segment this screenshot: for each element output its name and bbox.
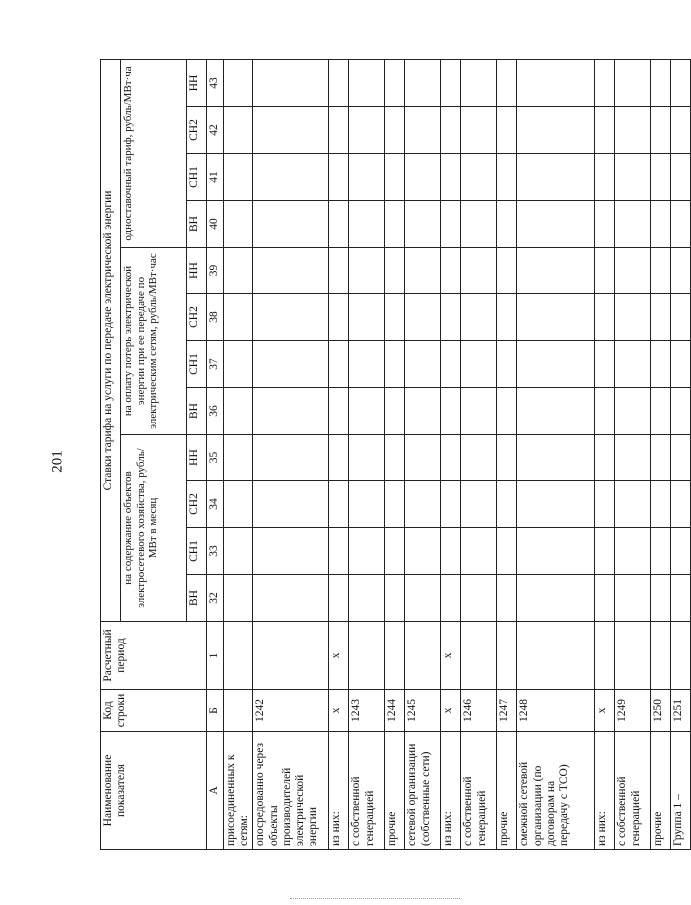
rate-value-cell[interactable] [671, 154, 691, 201]
col-number: 42 [207, 107, 224, 154]
row-period-value [405, 622, 441, 690]
header-group-losses: на оплату потерь электрической энергии при ее передаче по электрическим сетям, рубль/МВт·час [121, 248, 187, 435]
row-indicator-name: из них: [441, 732, 461, 850]
rate-value-cell[interactable] [385, 575, 405, 622]
rate-value-cell[interactable] [329, 154, 349, 201]
rate-value-cell[interactable] [224, 201, 253, 248]
row-indicator-name: смежной сетевой организации (по договорам на передачу с ТСО) [517, 732, 595, 850]
row-code: 1246 [461, 690, 497, 732]
rate-value-cell[interactable] [329, 341, 349, 388]
rate-value-cell[interactable] [651, 528, 671, 575]
row-indicator-name: из них: [329, 732, 349, 850]
row-period-value: х [329, 622, 349, 690]
col-number: 41 [207, 154, 224, 201]
row-code: 1245 [405, 690, 441, 732]
header-indicator-name: Наименование показателя [101, 732, 207, 850]
rate-value-cell[interactable] [329, 294, 349, 341]
row-indicator-name: опосредованно через объекты производителей электрической энергии [253, 732, 329, 850]
rate-value-cell[interactable] [349, 388, 385, 435]
rate-value-cell[interactable] [405, 341, 441, 388]
rate-value-cell[interactable] [651, 201, 671, 248]
voltage-nn: НН [187, 248, 207, 294]
rate-value-cell[interactable] [671, 107, 691, 154]
table-row [671, 59, 691, 849]
rate-value-cell[interactable] [253, 107, 329, 154]
rate-value-cell[interactable] [329, 201, 349, 248]
row-code: 1244 [385, 690, 405, 732]
rate-value-cell[interactable] [349, 107, 385, 154]
col-number: 36 [207, 388, 224, 435]
rate-value-cell[interactable] [497, 435, 517, 481]
rate-value-cell[interactable] [517, 481, 595, 528]
rate-value-cell[interactable] [441, 481, 461, 528]
header-group-maintenance: на содержание объектов электросетевого хозяйства, рубль/МВт в месяц [121, 435, 187, 622]
table-body [224, 59, 691, 849]
rate-value-cell[interactable] [615, 341, 651, 388]
rate-value-cell[interactable] [385, 107, 405, 154]
rate-value-cell[interactable] [517, 248, 595, 294]
rate-value-cell[interactable] [405, 388, 441, 435]
rate-value-cell[interactable] [349, 341, 385, 388]
rate-value-cell[interactable] [595, 294, 615, 341]
rate-value-cell[interactable] [405, 154, 441, 201]
rate-value-cell[interactable] [253, 435, 329, 481]
rate-value-cell[interactable] [517, 294, 595, 341]
row-code: 1242 [253, 690, 329, 732]
rate-value-cell[interactable] [405, 248, 441, 294]
rate-value-cell[interactable] [329, 248, 349, 294]
rate-value-cell[interactable] [497, 388, 517, 435]
scan-edge-mark [290, 898, 460, 901]
rate-value-cell[interactable] [517, 341, 595, 388]
rate-value-cell[interactable] [253, 481, 329, 528]
table-row [595, 59, 615, 849]
row-code: 1250 [651, 690, 671, 732]
rate-value-cell[interactable] [461, 107, 497, 154]
rate-value-cell[interactable] [497, 154, 517, 201]
col-number: 32 [207, 575, 224, 622]
table-row [329, 59, 349, 849]
rate-value-cell[interactable] [405, 201, 441, 248]
header-period: Расчетный период [101, 622, 207, 690]
rate-value-cell[interactable] [253, 201, 329, 248]
rate-value-cell[interactable] [349, 154, 385, 201]
rate-value-cell[interactable] [349, 201, 385, 248]
row-indicator-name: прочие [497, 732, 517, 850]
rate-value-cell[interactable] [651, 294, 671, 341]
voltage-sn2: СН2 [187, 294, 207, 341]
rate-value-cell[interactable] [349, 248, 385, 294]
col-number: 37 [207, 341, 224, 388]
rate-value-cell[interactable] [651, 59, 671, 106]
rate-value-cell[interactable] [651, 154, 671, 201]
voltage-sn2: СН2 [187, 107, 207, 154]
row-indicator-name: Группа 1 – [671, 732, 691, 850]
row-period-value [224, 622, 253, 690]
rate-value-cell[interactable] [595, 528, 615, 575]
table-row [651, 59, 671, 849]
rate-value-cell[interactable] [615, 248, 651, 294]
rate-value-cell[interactable] [253, 294, 329, 341]
rate-value-cell[interactable] [441, 59, 461, 106]
rate-value-cell[interactable] [595, 248, 615, 294]
rate-value-cell[interactable] [329, 59, 349, 106]
rate-value-cell[interactable] [461, 154, 497, 201]
rate-value-cell[interactable] [461, 388, 497, 435]
rate-value-cell[interactable] [385, 481, 405, 528]
rate-value-cell[interactable] [224, 154, 253, 201]
rate-value-cell[interactable] [329, 481, 349, 528]
voltage-sn1: СН1 [187, 154, 207, 201]
rate-value-cell[interactable] [385, 528, 405, 575]
rate-value-cell[interactable] [329, 528, 349, 575]
rate-value-cell[interactable] [671, 481, 691, 528]
rate-value-cell[interactable] [224, 341, 253, 388]
rate-value-cell[interactable] [329, 107, 349, 154]
rate-value-cell[interactable] [441, 341, 461, 388]
rate-value-cell[interactable] [224, 248, 253, 294]
table-row [224, 59, 253, 849]
rate-value-cell[interactable] [385, 435, 405, 481]
rate-value-cell[interactable] [441, 201, 461, 248]
rate-value-cell[interactable] [329, 388, 349, 435]
rate-value-cell[interactable] [497, 341, 517, 388]
rate-value-cell[interactable] [595, 435, 615, 481]
voltage-sn2: СН2 [187, 481, 207, 528]
rate-value-cell[interactable] [497, 481, 517, 528]
rate-value-cell[interactable] [224, 575, 253, 622]
rate-value-cell[interactable] [385, 201, 405, 248]
rate-value-cell[interactable] [441, 575, 461, 622]
row-period-value [497, 622, 517, 690]
rate-value-cell[interactable] [517, 435, 595, 481]
table-row [385, 59, 405, 849]
rate-value-cell[interactable] [461, 341, 497, 388]
rate-value-cell[interactable] [497, 201, 517, 248]
rate-value-cell[interactable] [441, 154, 461, 201]
rate-value-cell[interactable] [671, 201, 691, 248]
rate-value-cell[interactable] [595, 107, 615, 154]
rate-value-cell[interactable] [253, 248, 329, 294]
row-code [224, 690, 253, 732]
rate-value-cell[interactable] [405, 528, 441, 575]
col-number: 38 [207, 294, 224, 341]
rate-value-cell[interactable] [615, 575, 651, 622]
col-number: 35 [207, 435, 224, 481]
rate-value-cell[interactable] [385, 388, 405, 435]
row-code: х [441, 690, 461, 732]
row-indicator-name: с собственной генерацией [349, 732, 385, 850]
rate-value-cell[interactable] [615, 528, 651, 575]
rate-value-cell[interactable] [651, 248, 671, 294]
rate-value-cell[interactable] [349, 528, 385, 575]
table-row [253, 59, 329, 849]
voltage-sn1: СН1 [187, 528, 207, 575]
table-row [349, 59, 385, 849]
row-code: 1243 [349, 690, 385, 732]
rate-value-cell[interactable] [461, 435, 497, 481]
voltage-nn: НН [187, 59, 207, 106]
table-row [615, 59, 651, 849]
rate-value-cell[interactable] [615, 388, 651, 435]
row-period-value [595, 622, 615, 690]
tariff-form-sheet [100, 60, 685, 850]
rate-value-cell[interactable] [671, 528, 691, 575]
row-code: 1247 [497, 690, 517, 732]
rate-value-cell[interactable] [595, 59, 615, 106]
col-number-period: 1 [207, 622, 224, 690]
row-code: 1251 [671, 690, 691, 732]
rate-value-cell[interactable] [517, 154, 595, 201]
rate-value-cell[interactable] [517, 201, 595, 248]
table-row [517, 59, 595, 849]
rate-value-cell[interactable] [385, 154, 405, 201]
page-number: 201 [49, 450, 66, 473]
rate-value-cell[interactable] [461, 481, 497, 528]
rate-value-cell[interactable] [517, 575, 595, 622]
rate-value-cell[interactable] [595, 575, 615, 622]
rate-value-cell[interactable] [497, 528, 517, 575]
rate-value-cell[interactable] [671, 248, 691, 294]
row-code: х [595, 690, 615, 732]
rate-value-cell[interactable] [441, 294, 461, 341]
rate-value-cell[interactable] [651, 341, 671, 388]
rate-value-cell[interactable] [253, 154, 329, 201]
table-row [497, 59, 517, 849]
rate-value-cell[interactable] [461, 201, 497, 248]
rate-value-cell[interactable] [651, 575, 671, 622]
rate-value-cell[interactable] [651, 435, 671, 481]
rate-value-cell[interactable] [671, 294, 691, 341]
rate-value-cell[interactable] [497, 294, 517, 341]
rate-value-cell[interactable] [595, 201, 615, 248]
rate-value-cell[interactable] [615, 107, 651, 154]
row-period-value [461, 622, 497, 690]
rate-value-cell[interactable] [461, 575, 497, 622]
rate-value-cell[interactable] [405, 435, 441, 481]
rate-value-cell[interactable] [349, 481, 385, 528]
rate-value-cell[interactable] [595, 341, 615, 388]
rate-value-cell[interactable] [461, 248, 497, 294]
row-period-value [349, 622, 385, 690]
rate-value-cell[interactable] [349, 59, 385, 106]
row-indicator-name: присоединенных к сетям: [224, 732, 253, 850]
header-group-single-rate: одноставочный тариф, рубль/МВт·ча [121, 59, 187, 247]
rate-value-cell[interactable] [385, 341, 405, 388]
rate-value-cell[interactable] [405, 294, 441, 341]
row-period-value [253, 622, 329, 690]
rate-value-cell[interactable] [385, 294, 405, 341]
col-number: 43 [207, 59, 224, 106]
table-row [441, 59, 461, 849]
rate-value-cell[interactable] [224, 435, 253, 481]
rate-value-cell[interactable] [615, 154, 651, 201]
rate-value-cell[interactable] [651, 107, 671, 154]
row-period-value [385, 622, 405, 690]
row-indicator-name: из них: [595, 732, 615, 850]
row-code: х [329, 690, 349, 732]
row-period-value [517, 622, 595, 690]
rate-value-cell[interactable] [615, 294, 651, 341]
voltage-nn: НН [187, 435, 207, 481]
row-period-value [651, 622, 671, 690]
rate-value-cell[interactable] [253, 341, 329, 388]
rate-value-cell[interactable] [405, 575, 441, 622]
col-number: 40 [207, 201, 224, 248]
voltage-vn: ВН [187, 201, 207, 248]
rate-value-cell[interactable] [461, 528, 497, 575]
rate-value-cell[interactable] [497, 575, 517, 622]
rate-value-cell[interactable] [651, 481, 671, 528]
rate-value-cell[interactable] [615, 481, 651, 528]
rate-value-cell[interactable] [405, 107, 441, 154]
rate-value-cell[interactable] [671, 575, 691, 622]
rate-value-cell[interactable] [671, 341, 691, 388]
row-indicator-name: прочие [385, 732, 405, 850]
tariff-rates-table [100, 59, 691, 850]
rate-value-cell[interactable] [329, 575, 349, 622]
rate-value-cell[interactable] [405, 59, 441, 106]
rate-value-cell[interactable] [224, 294, 253, 341]
rate-value-cell[interactable] [349, 294, 385, 341]
row-period-value [671, 622, 691, 690]
rate-value-cell[interactable] [224, 481, 253, 528]
rate-value-cell[interactable] [651, 388, 671, 435]
rate-value-cell[interactable] [497, 248, 517, 294]
rate-value-cell[interactable] [349, 575, 385, 622]
row-indicator-name: с собственной генерацией [461, 732, 497, 850]
rate-value-cell[interactable] [253, 388, 329, 435]
rate-value-cell[interactable] [441, 248, 461, 294]
table-row [461, 59, 497, 849]
rate-value-cell[interactable] [405, 481, 441, 528]
col-number: 33 [207, 528, 224, 575]
voltage-sn1: СН1 [187, 341, 207, 388]
rate-value-cell[interactable] [517, 107, 595, 154]
rate-value-cell[interactable] [349, 435, 385, 481]
col-number: 39 [207, 248, 224, 294]
rate-value-cell[interactable] [461, 294, 497, 341]
rate-value-cell[interactable] [253, 59, 329, 106]
row-period-value [615, 622, 651, 690]
voltage-vn: ВН [187, 388, 207, 435]
table-row [405, 59, 441, 849]
rate-value-cell[interactable] [517, 59, 595, 106]
rate-value-cell[interactable] [671, 435, 691, 481]
rate-value-cell[interactable] [615, 435, 651, 481]
col-letter-name: А [207, 732, 224, 850]
rate-value-cell[interactable] [461, 59, 497, 106]
rate-value-cell[interactable] [224, 107, 253, 154]
rate-value-cell[interactable] [441, 435, 461, 481]
row-period-value: х [441, 622, 461, 690]
row-code: 1248 [517, 690, 595, 732]
rate-value-cell[interactable] [517, 388, 595, 435]
row-indicator-name: прочие [651, 732, 671, 850]
rate-value-cell[interactable] [224, 59, 253, 106]
col-letter-code: Б [207, 690, 224, 732]
rate-value-cell[interactable] [441, 388, 461, 435]
rate-value-cell[interactable] [253, 528, 329, 575]
rate-value-cell[interactable] [329, 435, 349, 481]
rate-value-cell[interactable] [595, 154, 615, 201]
rate-value-cell[interactable] [595, 388, 615, 435]
rate-value-cell[interactable] [385, 59, 405, 106]
header-row-code: Код строки [101, 690, 207, 732]
rate-value-cell[interactable] [517, 528, 595, 575]
rate-value-cell[interactable] [497, 107, 517, 154]
col-number: 34 [207, 481, 224, 528]
row-code: 1249 [615, 690, 651, 732]
rate-value-cell[interactable] [615, 59, 651, 106]
rate-value-cell[interactable] [385, 248, 405, 294]
rate-value-cell[interactable] [224, 528, 253, 575]
rate-value-cell[interactable] [595, 481, 615, 528]
rate-value-cell[interactable] [441, 107, 461, 154]
rate-value-cell[interactable] [671, 388, 691, 435]
row-indicator-name: с собственной генерацией [615, 732, 651, 850]
rate-value-cell[interactable] [671, 59, 691, 106]
rate-value-cell[interactable] [253, 575, 329, 622]
rate-value-cell[interactable] [224, 388, 253, 435]
rate-value-cell[interactable] [497, 59, 517, 106]
row-indicator-name: сетевой организации (собственные сети) [405, 732, 441, 850]
rate-value-cell[interactable] [615, 201, 651, 248]
voltage-vn: ВН [187, 575, 207, 622]
rate-value-cell[interactable] [441, 528, 461, 575]
header-rates-title: Ставки тарифа на услуги по передаче электрической энергии [101, 59, 121, 621]
